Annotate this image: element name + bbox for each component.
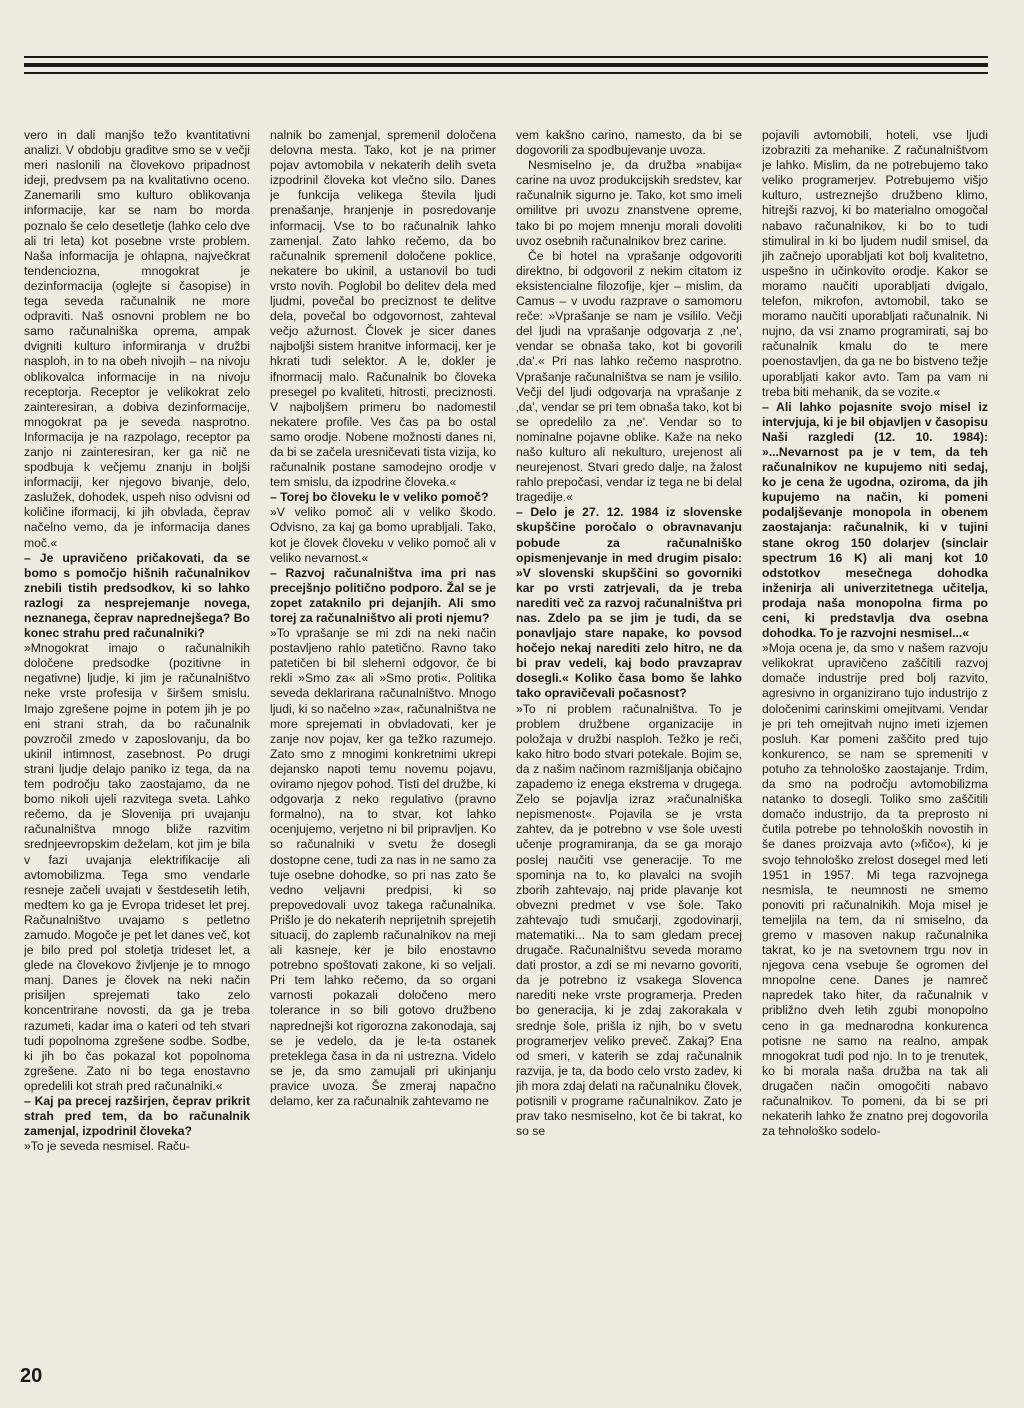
article-paragraph: »To je seveda nesmisel. Raču- bbox=[24, 1139, 190, 1154]
interview-question: – Torej bo človeku le v veliko pomoč? bbox=[270, 490, 489, 505]
article-paragraph: »V veliko pomoč ali v veliko škodo. Odvisno, za kaj ga bomo uprabljali. Tako, kot je človek človeku v veliko pomoč ali v veliko nevarnost.« bbox=[270, 505, 496, 565]
article-column-3 bbox=[516, 128, 742, 1388]
interview-question: – Je upravičeno pričakovati, da se bomo s pomočjo hišnih računalnikov znebili tistih predsodkov, ki so lahko razlogi za nesprejemanje novega, neznanega, čeprav naprednejšega? Bo konec strahu pred računalniki? bbox=[24, 550, 250, 641]
article-paragraph: vero in dali manjšo težo kvantitativni analizi. V obdobju graditve smo se v večji meri naslonili na človekovo pripadnost ideji, predvsem pa na kvalitativno oceno. Zanemarili smo kulturo oblikovanja informacije, kar se nam bo morda poznalo še celo desetletje (lahko celo dve ali tri leta) kot posebne vrste problem. Naša informacija je ohlapna, največkrat tendenciozna, mnogokrat je dezinformacija (oglejte si časopise) in tega seveda računalnik ne more odpraviti. Naš osnovni problem ne bo samo računalniška oprema, ampak dvigniti kulturo informiranja v družbi nasploh, in to na obeh nivojih – na nivoju oblikovalca informacije in na nivoju receptorja. Receptor je velikokrat zelo zainteresiran, a dobiva dezinformacije, mnogokrat pa je seveda nasprotno. Informacija je na razpolago, receptor pa zanjo ni zainteresiran, ker ga nič ne spodbuja k večjemu znanju in boljši informaciji, ker njegovo bivanje, delo, zaslužek, dohodek, uspeh niso odvisni od količine iformacij, ki jih obvlada, čeprav načelno vemo, da je informacija danes moč.« bbox=[24, 128, 250, 550]
article-body bbox=[24, 128, 988, 1388]
header-rules bbox=[24, 56, 988, 74]
interview-question: – Razvoj računalništva ima pri nas precejšnjo politično podporo. Žal se je zopet zataknilo pri dejanjih. Ali smo torej za računalništvo ali proti njemu? bbox=[270, 565, 496, 625]
article-paragraph: »Moja ocena je, da smo v našem razvoju velikokrat upravičeno zaščitili razvoj domače industrije pred bolj razvito, agresivno in organizirano tujo industrijo z določenimi carinskimi omejitvami. Vendar je pri teh omejitvah nujno imeti izjemen posluh. Kar pomeni zaščito pred tujo konkurenco, se nam se spremeniti v potuho za tehnološko zaostajanje. Trdim, da smo na področju avtomobilizma natanko to dosegli. Toliko smo zaščitili domačo industrijo, da ta preprosto ni čutila potrebe po tehnoloških novostih in še danes proizvaja avto (»fičo«), ki je svojo tehnološko zrelost dosegel med leti 1951 in 1957. Mi tega razvojnega nesmisla, te neumnosti ne smemo ponoviti pri računalnikih. Moja misel je temeljila na tem, da ni smiselno, da gremo v masoven nakup računalnika takrat, ko je na svetovnem trgu nov in njegova cena vsebuje še ogromen del mnopolne cene. Danes je namreč napredek tako hiter, da računalnik v približno dveh letih zgubi monopolno ceno in ga mednarodna konkurenca potisne ne samo na realno, ampak mnogokrat tudi pod njo. In to je trenutek, ko bi morala naša družba na tak ali drugačen način omogočiti nabavo računalnikov. To pomeni, da bi se pri nekaterih lahko že znatno prej dogovorila za tehnološko sodelo- bbox=[762, 641, 988, 1139]
article-column-4 bbox=[762, 128, 988, 1388]
article-paragraph: »To vprašanje se mi zdi na neki način postavljeno rahlo patetično. Ravno tako patetičen bi bil slehernì odgovor, če bi rekli »Smo za« ali »Smo proti«. Politika seveda deklarirana računalništvo. Mnogo ljudi, ki so načelno »za«, računalništva ne more sprejemati in obvladovati, ker je zanje nov pojav, ker ga težko razumejo. Zato smo z mnogimi konkretnimi ukrepi dejansko napoti temu novemu pojavu, oviramo njegov pohod. Tisti del družbe, ki odgovarja z neko regulativo (pravno formalno), na to stvar, kot lahko ocenjujemo, verjetno ni bil pripravljen. Ko so računalniki v svetu že dosegli dostopne cene, tudi za nas in ne samo za tuje osebne dohodke, so pri nas zato še vedno veljavni predpisi, ki so prepovedovali uvoz takega računalnika. Prišlo je do nekaterih neprijetnih sprejetih situacij, do zaplemb računalnikov na meji ali kasneje, ker je bilo enostavno potrebno spoštovati zakone, ki so veljali. Pri tem lahko rečemo, da so organi varnosti pokazali določeno mero tolerance in so bili gotovo družbeno naprednejši kot rigorozna zakonodaja, saj se je vedelo, da je le-ta ostanek preteklega časa in da ni ustrezna. Videlo se je, da smo zamujali pri ukinjanju pravice uvoza. Še zmeraj napačno delamo, ker za računalnik zahtevamo ne bbox=[270, 626, 496, 1108]
article-paragraph: vem kakšno carino, namesto, da bi se dogovorili za spodbujevanje uvoza. bbox=[516, 128, 742, 158]
article-paragraph: nalnik bo zamenjal, spremenil določena delovna mesta. Tako, kot je na primer pojav avtomobila v nekaterih delih sveta izpodrinil človeka kot vlečno silo. Danes je funkcija velikega števila ljudi prenašanje, hranjenje in posredovanje informacij. Vse to bo računalnik lahko zamenjal. Zato lahko rečemo, da bo računalnik spremenil določene poklice, nekatere bo ukinil, a ustanovil bo tudi vrsto novih. Poglobil bo delitev dela med ljudmi, povečal bo preciznost te delitve dela, povečal bo odgovornost, zahteval večjo ažurnost. Človek je sicer danes najboljši sistem hranitve informacij, ker je hkrati tudi selektor. A le, dokler je ifnormacij malo. Računalnik bo človeka presegel po kvaliteti, hitrosti, preciznosti. V najboljšem primeru bo nadomestil nekatere profile. Ves čas pa bo ostal samo orodje. Nobene možnosti danes ni, da bi se začela uresničevati tista vizija, ko računalnik postane samodejno orodje v tem smislu, da izpodrine človeka.« bbox=[270, 128, 496, 490]
rule-line bbox=[24, 63, 988, 67]
rule-line bbox=[24, 72, 988, 74]
article-paragraph: Če bi hotel na vprašanje odgovoriti direktno, bi odgovoril z nekim citatom iz eksistencialne filozofije, kjer – mislim, da Camus – v uvodu razprave o samomoru reče: »Vprašanje se nam je vsililo. Večji del ljudi na vprašanje odgovarja z ‚ne', vendar se obnaša tako, kot bi govorili ‚da'.« Pri nas lahko rečemo nasprotno. Vprašanje računalništva se nam je vsililo. Večji del ljudi odgovarja na vprašanje z ‚da', vendar se pri tem obnaša tako, kot bi se opredelilo za ‚ne'. Vendar so to nominalne pojavne oblike. Kaže na neko našo kulturo ali nekulturo, urejenost ali neurejenost. Stvari gredo dalje, na žalost rahlo prepočasi, vendar iz tega ne bi delal tragedije.« bbox=[516, 248, 742, 505]
interview-question: – Ali lahko pojasnite svojo misel iz intervjuja, ki je bil objavljen v časopisu Naši razgledi (12. 10. 1984): »...Nevarnost pa je v tem, da teh računalnikov ne kupujemo niti sedaj, ko je cena že ugodna, oziroma, da jih kupujemo na način, ki pomeni podaljševanje monopola in obenem zaostajanja: računalnik, ki v tujini stane okrog 150 dolarjev (sinclair spectrum 16 K) ali manj kot 10 odstotkov mesečnega dohodka inženirja ali univerzitetnega učitelja, prodaja naša monopolna firma po ceni, ki predstavlja dva osebna dohodka. To je razvojni nesmisel...« bbox=[762, 399, 988, 641]
interview-question: – Delo je 27. 12. 1984 iz slovenske skupščine poročalo o obravnavanju pobude za računalniško opismenjevanje in med drugim pisalo: »V slovenski skupščini so govorniki kar po vrsti zatrjevali, da je treba narediti več za razvoj računalništva pri nas. Zdelo pa se jim je tudi, da se ponavljajo stare napake, ko povsod hočejo nekaj narediti zelo hitro, ne da bi prav vedeli, kaj bodo pravzaprav dosegli.« Koliko časa bomo še lahko tako opravičevali počasnost? bbox=[516, 505, 742, 701]
rule-line bbox=[24, 56, 988, 58]
article-paragraph: Nesmiselno je, da družba »nabija« carine na uvoz produkcijskih sredstev, kar računalnik sigurno je. Tako, kot smo imeli omilitve pri uvozu znanstvene opreme, tako bi po mojem mnenju morali dovoliti uvoz osebnih računalnikov brez carine. bbox=[516, 158, 742, 248]
article-paragraph: pojavili avtomobili, hoteli, vse ljudi izobraziti za mehanike. Z računalništvom je lahko. Mislim, da ne potrebujemo tako veliko programerjev. Potrebujemo višjo kulturo, ustreznejšo družbeno klimo, hitrejši razvoj, ki bo materialno omogočal nabavo računalnikov, ki bo to tudi stimuliral in ki bo ljudem nudil smisel, da jih začnejo uporabljati kot bolj kvalitetno, uspešno in učinkovito orodje. Kakor se moramo naučiti uporabljati dvigalo, telefon, mikrofon, avtomobil, tako se moramo naučiti uporabljati računalnik. Ni nujno, da vsi znamo programirati, saj bo računalnik kmalu do te mere poenostavljen, da ga ne bo bistveno težje uporabljati kakor avto. Tam pa vam ni treba biti mehanik, da se vozite.« bbox=[762, 128, 988, 399]
page-number: 20 bbox=[20, 1365, 43, 1387]
article-paragraph: »To ni problem računalništva. To je problem družbene organizacije in položaja v družbi nasploh. Težko je reči, kako hitro bodo stvari potekale. Bojim se, da z našim načinom razmišljanja običajno zapademo iz enega ekstrema v drugega. Zelo se pojavlja izraz »računalniška nepismenost«. Pojavila se je vrsta zahtev, da je potrebno v vse šole uvesti učenje programiranja, da se ga morajo poslej naučiti vse generacije. To me spominja na to, ko plavalci na svojih zborih zahtevajo, naj pride plavanje kot obvezni predmet v vse šole. Tako zahtevajo tudi smučarji, zgodovinarji, matematiki... Na to sam gledam precej drugače. Računalništvu seveda moramo dati prostor, a zdi se mi nevarno govoriti, da je potrebno iz vsakega Slovenca narediti neke vrste programerja. Preden bo generacija, ki je zdaj zakorakala v srednje šole, prišla iz njih, bo v svetu programerjev veliko preveč. Zakaj? Ena od smeri, v katerih se zdaj računalnik razvija, je ta, da bodo celo vrsto zadev, ki jih mora zdaj delati na računalniku človek, potisnili v programe računalnikov. Zato je prav tako nesmiselno, kot če bi takrat, ko so se bbox=[516, 701, 742, 1139]
article-column-2 bbox=[270, 128, 496, 1388]
article-column-1 bbox=[24, 128, 250, 1388]
interview-question: – Kaj pa precej razširjen, čeprav prikrit strah pred tem, da bo računalnik zamenjal, izpodrinil človeka? bbox=[24, 1094, 250, 1139]
article-paragraph: »Mnogokrat imajo o računalnikih določene predsodke (pozitivne in negativne) ljudje, ki jim je računalništvo neke vrste profesija v širšem smislu. Imajo zgrešene pojme in potem jih je po eni strani strah, da bo računalnik povzročil zmedo v zaposlovanju, da bo ukinil intimnost, zasebnost. Po drugi strani ljudje delajo paniko iz tega, da na tem področju tako zaostajamo, da ne bomo nikoli ujeli razvitega sveta. Lahko rečemo, da je Slovenija pri uvajanju računalništva mnogo bliže razvitim srednjeevropskim deželam, kot jim je bila v fazi uvajanja elektrifikacije ali avtomobilizma. Tega smo vendarle resneje začeli uvajati v šestdesetih letih, medtem ko ga je Evropa trideset let prej. Računalništvo uvajamo s petletno zamudo. Mogoče je pet let danes več, kot je bilo pred pol stoletja trideset let, a glede na človekovo življenje je to mnogo manj. Danes je človek na neki način prisiljen sprejemati tako zelo koncentrirane novosti, da ga je treba razumeti, kadar ima o kateri od teh stvari tudi popolnoma zgrešene sodbe. Sodbe, ki jih bo čas pokazal kot popolnoma zgrešene. Zato ni bo tega enostavno opredelili kot strah pred računalniki.« bbox=[24, 641, 250, 1093]
